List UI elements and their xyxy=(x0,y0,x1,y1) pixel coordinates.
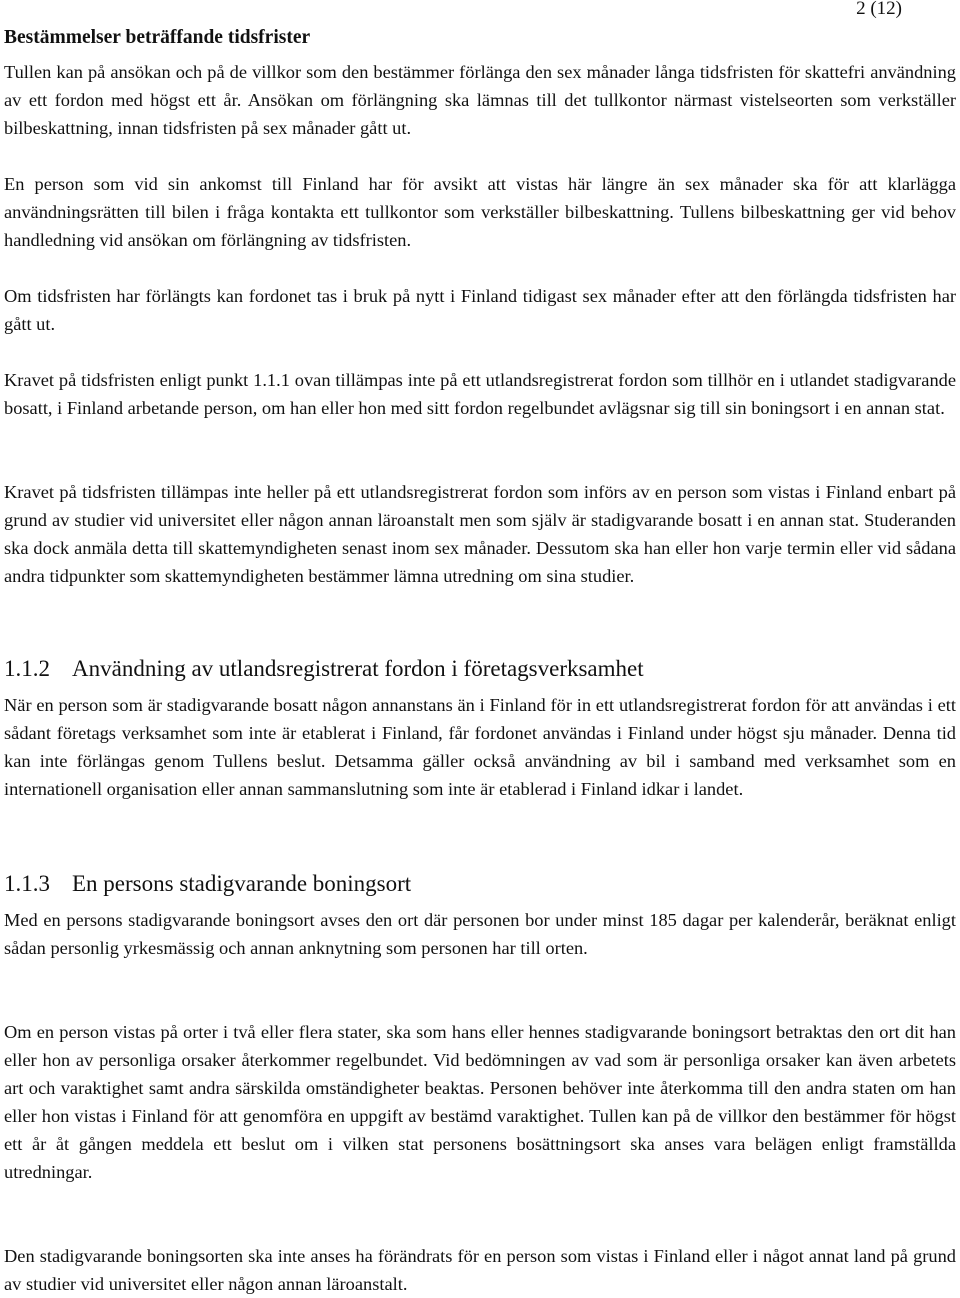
paragraph-cross-border-worker: Kravet på tidsfristen enligt punkt 1.1.1 ovan tillämpas inte på ett utlandsregistrerat fordon som tillhör en i utlandet stadigvarande bosatt, i Finland arbetande person, om han eller hon med sitt fordon regelbundet avlägsnar sig till sin boningsort i en annan stat. xyxy=(4,370,956,418)
paragraph-extension-application: Tullen kan på ansökan och på de villkor som den bestämmer förlänga den sex månader långa tidsfristen för skattefri användning av ett fordon med högst ett år. Ansökan om förlängning ska lämnas till det tullkontor närmast vistelseorten som verkställer bilbeskattning, innan tidsfristen på sex månader gått ut. xyxy=(4,62,956,138)
page-number: 2 (12) xyxy=(856,0,902,19)
section-heading-112 xyxy=(4,654,644,684)
section-number-113: 1.1.3 xyxy=(4,871,50,896)
section-title-113: En persons stadigvarande boningsort xyxy=(72,871,412,896)
paragraph-multiple-states: Om en person vistas på orter i två eller flera stater, ska som hans eller hennes stadigvarande boningsort betraktas den ort dit han eller hon av personliga orsaker återkommer regelbundet. Vid bedömningen av vad som är personliga orsaker kan även arbetets art och varaktighet samt andra särskilda omständigheter beaktas. Personen behöver inte återkomma till den andra staten om han eller hon vistas i Finland för att genomföra en uppgift av bestämd varaktighet. Tullen kan på de villkor den bestämmer för högst ett år åt gången meddela ett beslut om i vilken stat personens bosättningsort ska anses vara belägen enligt framställda utredningar. xyxy=(4,1022,956,1182)
section-heading-113 xyxy=(4,869,411,899)
paragraph-residence-definition: Med en persons stadigvarande boningsort avses den ort där personen bor under minst 185 dagar per kalenderår, beräknat enligt sådan personlig yrkesmässig och annan anknytning som personen har till orten. xyxy=(4,910,956,958)
section-heading-time-limit-rules: Bestämmelser beträffande tidsfrister xyxy=(4,27,311,48)
paragraph-business-use: När en person som är stadigvarande bosatt någon annanstans än i Finland för in ett utlandsregistrerat fordon för att användas i ett sådant företags verksamhet som inte är etablerat i Finland, får fordonet användas i Finland under högst sju månader. Denna tid kan inte förlängas genom Tullens beslut. Detsamma gäller också användning av bil i samband med verksamhet som en internationell organisation eller annan sammanslutning som inte är etablerad i Finland idkar i landet. xyxy=(4,695,956,799)
paragraph-students: Kravet på tidsfristen tillämpas inte heller på ett utlandsregistrerat fordon som införs av en person som vistas i Finland enbart på grund av studier vid universitet eller någon annan läroanstalt men som själv är stadigvarande bosatt i en annan stat. Studeranden ska dock anmäla detta till skattemyndigheten senast inom sex månader. Dessutom ska han eller hon varje termin eller vid sådana andra tidpunkter som skattemyndigheten bestämmer lämna utredning om sina studier. xyxy=(4,482,956,586)
paragraph-extended-deadline: Om tidsfristen har förlängts kan fordonet tas i bruk på nytt i Finland tidigast sex månader efter att den förlängda tidsfristen har gått ut. xyxy=(4,286,956,334)
paragraph-arrival-intent: En person som vid sin ankomst till Finland har för avsikt att vistas här längre än sex månader ska för att klarlägga användningsrätten till bilen i fråga kontakta ett tullkontor som verkställer bilbeskattning. Tullens bilbeskattning ger vid behov handledning vid ansökan om förlängning av tidsfristen. xyxy=(4,174,956,250)
paragraph-residence-unchanged: Den stadigvarande boningsorten ska inte anses ha förändrats för en person som vistas i Finland eller i något annat land på grund av studier vid universitet eller någon annan läroanstalt. xyxy=(4,1246,956,1294)
section-number-112: 1.1.2 xyxy=(4,656,50,681)
section-title-112: Användning av utlandsregistrerat fordon i företagsverksamhet xyxy=(72,656,644,681)
